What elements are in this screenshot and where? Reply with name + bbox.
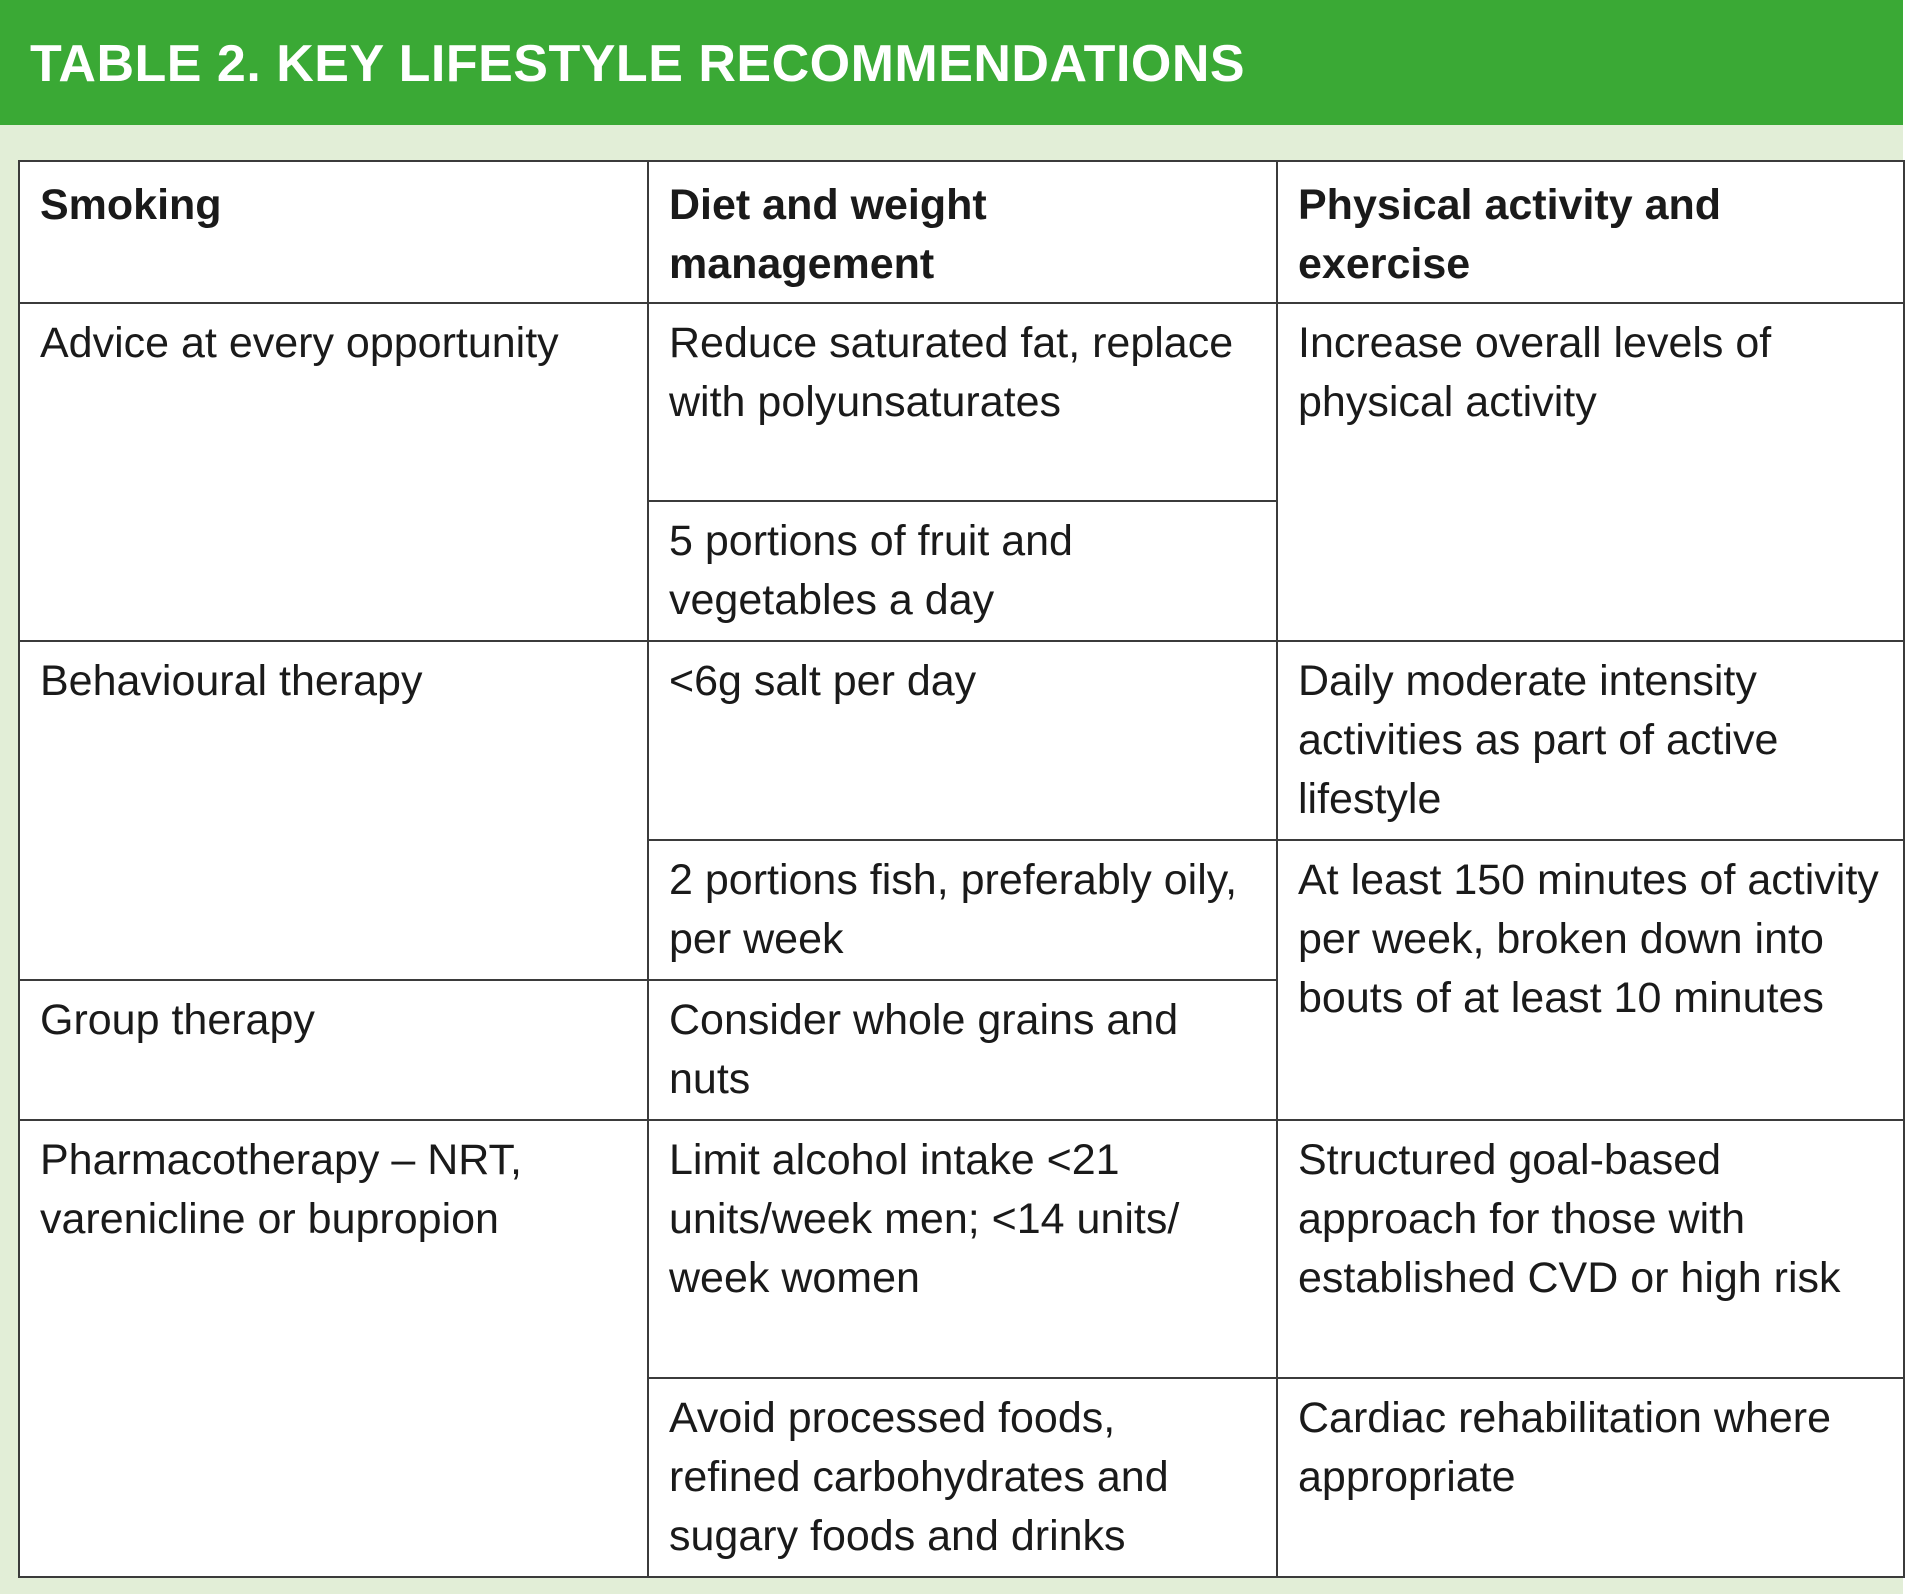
table-title: TABLE 2. KEY LIFESTYLE RECOMMENDATIONS	[30, 35, 1246, 93]
diet-alcohol-cell: Limit alcohol intake <21 units/week men; <14 units/ week women	[648, 1120, 1277, 1378]
table-row	[19, 1120, 1904, 1378]
diet-fish-cell: 2 portions fish, preferably oily, per week	[648, 840, 1277, 980]
activity-cardiac-cell: Cardiac rehabilitation where appropriate	[1277, 1378, 1904, 1577]
diet-processed-cell: Avoid processed foods, refined carbohydrates and sugary foods and drinks	[648, 1378, 1277, 1577]
diet-saturated-fat-cell: Reduce saturated fat, replace with polyunsaturates	[648, 303, 1277, 501]
activity-overall-cell: Increase overall levels of physical activity	[1277, 303, 1904, 641]
lifestyle-recommendations-table	[18, 160, 1905, 1578]
title-bar	[0, 0, 1903, 125]
table-row	[19, 303, 1904, 501]
smoking-group-cell: Group therapy	[19, 980, 648, 1120]
smoking-pharmacotherapy-cell: Pharmacotherapy – NRT, varenicline or bupropion	[19, 1120, 648, 1577]
diet-fruit-veg-cell: 5 portions of fruit and vegetables a day	[648, 501, 1277, 641]
header-diet: Diet and weight management	[648, 161, 1277, 303]
header-smoking: Smoking	[19, 161, 648, 303]
diet-salt-cell: <6g salt per day	[648, 641, 1277, 840]
smoking-advice-cell: Advice at every opportunity	[19, 303, 648, 641]
header-row	[19, 161, 1904, 303]
smoking-behavioural-cell: Behavioural therapy	[19, 641, 648, 980]
header-activity: Physical activity and exercise	[1277, 161, 1904, 303]
activity-structured-cell: Structured goal-based approach for those with established CVD or high risk	[1277, 1120, 1904, 1378]
table-row	[19, 641, 1904, 840]
diet-grains-cell: Consider whole grains and nuts	[648, 980, 1277, 1120]
activity-daily-cell: Daily moderate intensity activities as part of active lifestyle	[1277, 641, 1904, 840]
activity-minutes-cell: At least 150 minutes of activity per week, broken down into bouts of at least 10 minutes	[1277, 840, 1904, 1120]
